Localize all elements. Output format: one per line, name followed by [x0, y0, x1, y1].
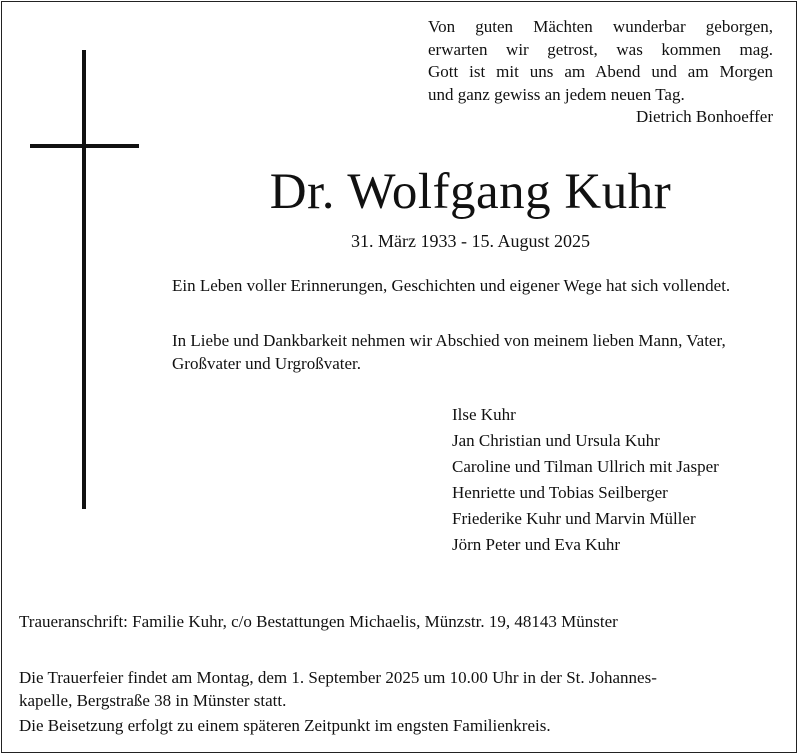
family-list [452, 402, 719, 558]
intro-paragraph: Ein Leben voller Erinnerungen, Geschichten und eigener Wege hat sich vollendet. [172, 276, 731, 295]
burial-info: Die Beisetzung erfolgt zu einem späteren Zeitpunkt im engsten Familienkreis. [19, 716, 551, 735]
poem-line: erwarten wir getrost, was kommen mag. [428, 39, 773, 59]
cross-horizontal-bar [30, 144, 139, 148]
poem-line: Von guten Mächten wunderbar geborgen, [428, 17, 773, 36]
farewell-paragraph: In Liebe und Dankbarkeit nehmen wir Abschied von meinem lieben Mann, Vater, Großvater und Urgroßvater. [172, 331, 726, 373]
funeral-line: kapelle, Bergstraße 38 in Münster statt. [19, 691, 287, 710]
family-member: Caroline und Tilman Ullrich mit Jasper [452, 457, 719, 476]
family-member: Henriette und Tobias Seilberger [452, 483, 668, 502]
family-member: Jan Christian und Ursula Kuhr [452, 431, 660, 450]
poem-author: Dietrich Bonhoeffer [635, 107, 773, 126]
funeral-info [19, 666, 779, 712]
mourning-address: Traueranschrift: Familie Kuhr, c/o Bestattungen Michaelis, Münzstr. 19, 48143 Münster [19, 612, 618, 631]
deceased-name: Dr. Wolfgang Kuhr [269, 164, 672, 220]
poem-line: und ganz gewiss an jedem neuen Tag. [428, 84, 685, 104]
cross-vertical-bar [82, 50, 86, 509]
family-member: Ilse Kuhr [452, 405, 516, 424]
poem-line: Gott ist mit uns am Abend und am Morgen [428, 62, 773, 81]
funeral-line: Die Trauerfeier findet am Montag, dem 1. September 2025 um 10.00 Uhr in der St. Johannes- [19, 668, 657, 687]
family-member: Jörn Peter und Eva Kuhr [452, 535, 621, 554]
life-dates: 31. März 1933 - 15. August 2025 [351, 231, 590, 251]
family-member: Friederike Kuhr und Marvin Müller [452, 509, 696, 528]
poem-block [428, 16, 773, 129]
